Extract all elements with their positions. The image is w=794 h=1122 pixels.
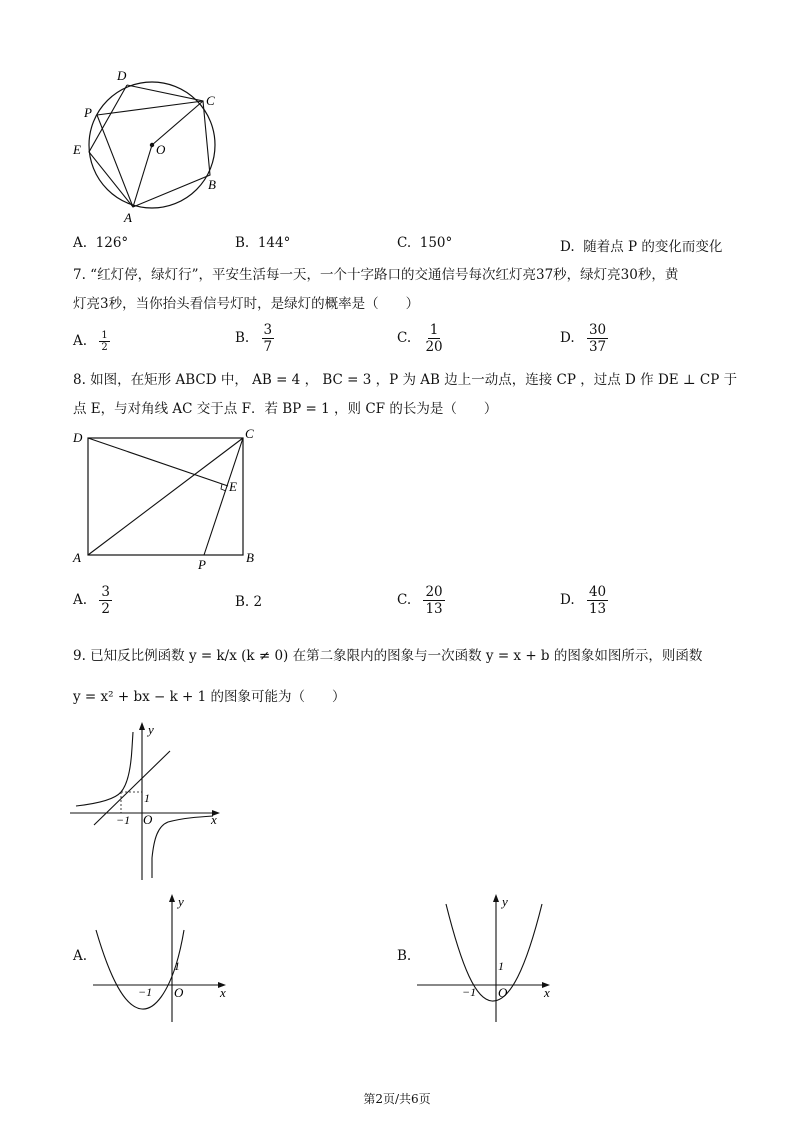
numerator: 3 [263, 322, 273, 338]
segment-oa [133, 145, 152, 207]
q6-option-c[interactable] [397, 235, 452, 251]
label-neg-one: −1 [116, 813, 131, 827]
option-text: 150° [419, 235, 453, 251]
option-letter: C. [397, 235, 412, 251]
option-letter: A. [73, 592, 88, 608]
option-letter: D. [560, 592, 575, 608]
denominator: 2 [101, 342, 108, 353]
label-d: D [73, 430, 83, 445]
q9-main-graph [68, 718, 228, 883]
q9-option-a-label[interactable]: A. [73, 948, 88, 964]
option-fraction [587, 322, 608, 355]
diagonal-ac [88, 438, 243, 555]
label-p: P [198, 557, 206, 572]
label-b: B [246, 550, 254, 565]
numerator: 1 [429, 322, 439, 338]
denominator: 37 [588, 339, 607, 355]
label-x: x [211, 812, 217, 827]
label-x: x [220, 985, 226, 1000]
label-y: y [148, 722, 154, 737]
option-fraction [99, 330, 109, 353]
option-letter: C. [397, 330, 412, 346]
q7-option-d[interactable] [560, 322, 608, 355]
q8-option-a[interactable] [73, 584, 112, 617]
q7-stem-line1: 7. “红灯停，绿灯行”，平安生活每一天，一个十字路口的交通信号每次红灯亮37秒，绿灯亮30秒，黄 [73, 267, 679, 283]
option-letter: B. [235, 594, 250, 610]
q6-option-a[interactable] [73, 235, 128, 251]
numerator: 30 [588, 322, 607, 338]
label-neg-one: −1 [138, 985, 153, 999]
hyperbola-q4 [152, 816, 213, 878]
option-letter: D. [560, 330, 575, 346]
label-c: C [206, 93, 215, 108]
y-axis-arrow [139, 722, 145, 730]
circle-pentagon-figure [70, 65, 240, 225]
y-axis-arrow [169, 894, 175, 902]
label-o: O [174, 985, 184, 1000]
q7-option-a[interactable] [73, 330, 110, 353]
label-b: B [208, 177, 216, 192]
label-o: O [498, 985, 508, 1000]
option-letter: D. [560, 239, 575, 255]
option-letter: C. [397, 592, 412, 608]
denominator: 13 [588, 601, 607, 617]
option-letter: A. [73, 235, 88, 251]
option-text: 随着点 P 的变化而变化 [583, 239, 723, 255]
option-letter: B. [235, 235, 250, 251]
label-c: C [245, 426, 254, 441]
q7-option-c[interactable] [397, 322, 445, 355]
label-d: D [117, 68, 127, 83]
q8-stem-line1: 8. 如图，在矩形 ABCD 中， AB = 4 ， BC = 3 ，P 为 AB 边上一动点，连接 CP ，过点 D 作 DE ⊥ CP 于 [73, 372, 738, 388]
option-fraction [262, 322, 275, 355]
q9-stem-line2: y = x² + bx − k + 1 的图象可能为（ ） [73, 689, 346, 705]
q7-stem-line2: 灯亮3秒，当你抬头看信号灯时，是绿灯的概率是（ ） [73, 296, 420, 312]
q9-option-a-graph[interactable] [90, 890, 235, 1025]
q8-option-b[interactable] [235, 594, 262, 610]
y-axis-arrow [493, 894, 499, 902]
segment-pa [97, 115, 133, 207]
option-fraction [587, 584, 608, 617]
label-neg-one: −1 [462, 985, 477, 999]
q6-option-d[interactable] [560, 235, 722, 255]
segment-pc [97, 101, 203, 115]
label-one: 1 [174, 959, 180, 973]
option-letter: A. [73, 333, 88, 349]
q8-option-d[interactable] [560, 584, 608, 617]
center-dot [150, 143, 154, 147]
numerator: 1 [101, 330, 108, 341]
label-y: y [502, 894, 508, 909]
numerator: 20 [425, 584, 443, 600]
denominator: 2 [101, 601, 110, 617]
q9-option-b-label[interactable]: B. [397, 948, 412, 964]
denominator: 7 [263, 339, 273, 355]
label-o: O [156, 142, 166, 157]
q9-option-b-graph[interactable] [414, 890, 559, 1025]
segment-oc [152, 101, 203, 145]
option-text: 144° [257, 235, 291, 251]
numerator: 3 [101, 584, 110, 600]
q9-stem-line1: 9. 已知反比例函数 y = k/x (k ≠ 0) 在第二象限内的图象与一次函数 y = x + b 的图象如图所示，则函数 [73, 648, 703, 664]
q8-stem-line2: 点 E，与对角线 AC 交于点 F．若 BP = 1 ，则 CF 的长为是（ ） [73, 401, 498, 417]
label-p: P [84, 105, 92, 120]
denominator: 13 [425, 601, 443, 617]
q7-option-b[interactable] [235, 322, 274, 355]
label-o: O [143, 812, 153, 827]
label-a: A [73, 550, 81, 565]
linear-function [94, 751, 170, 825]
label-e: E [229, 479, 237, 494]
label-y: y [178, 894, 184, 909]
numerator: 40 [588, 584, 607, 600]
label-a: A [124, 210, 132, 225]
label-x: x [544, 985, 550, 1000]
rectangle-figure [70, 424, 270, 574]
label-e: E [73, 142, 81, 157]
denominator: 20 [425, 339, 443, 355]
option-text: 2 [253, 594, 263, 610]
option-fraction [423, 322, 444, 355]
label-one: 1 [498, 959, 504, 973]
q8-option-c[interactable] [397, 584, 445, 617]
segment-de [88, 438, 228, 486]
option-fraction [99, 584, 112, 617]
option-text: 126° [95, 235, 129, 251]
option-fraction [423, 584, 444, 617]
parabola-b [446, 904, 542, 1001]
segment-cp [204, 438, 243, 555]
option-letter: B. [235, 330, 250, 346]
page-footer: 第2页/共6页 [363, 1092, 431, 1106]
label-one: 1 [144, 791, 150, 805]
q6-option-b[interactable] [235, 235, 290, 251]
